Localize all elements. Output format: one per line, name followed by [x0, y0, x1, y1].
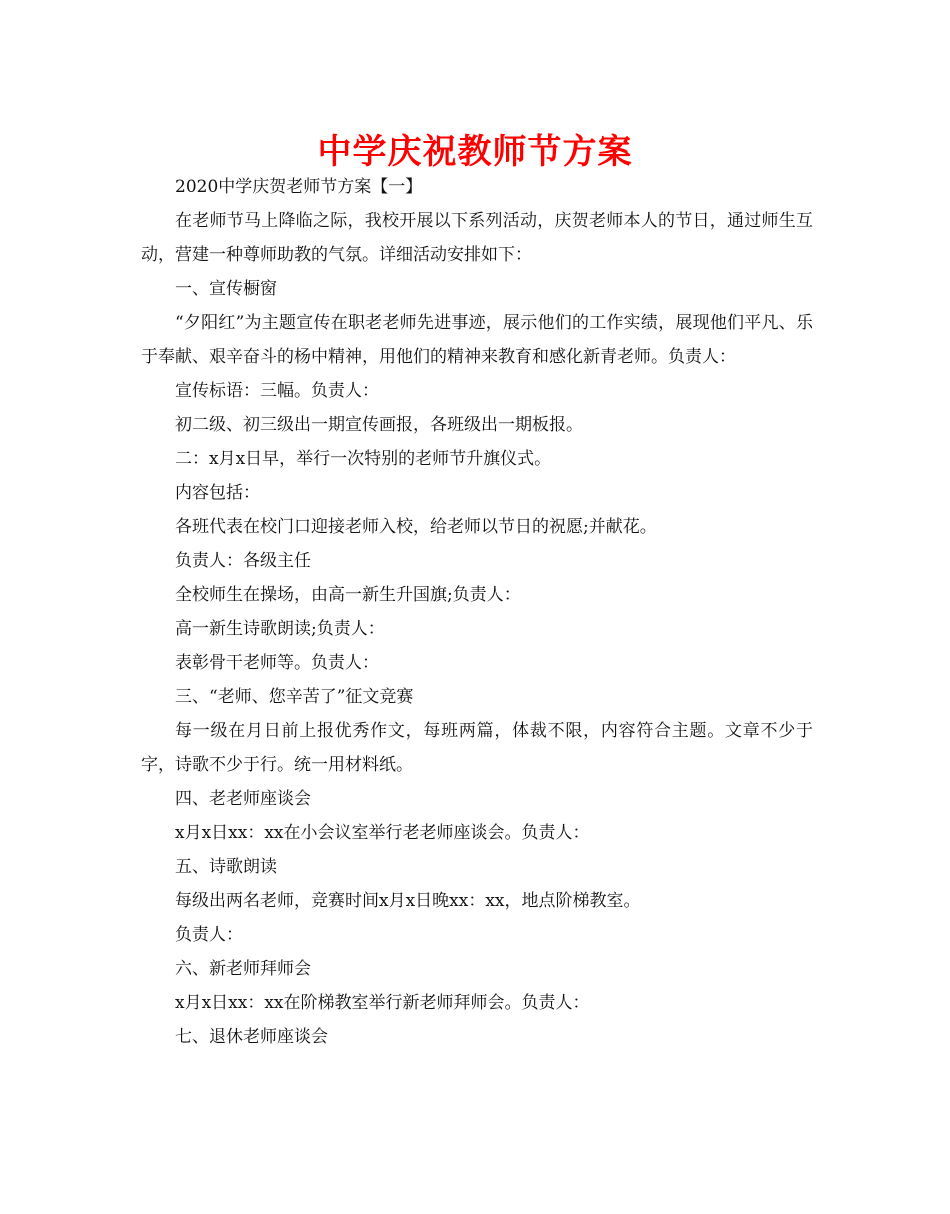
paragraph: 负责人：各级主任 [175, 551, 311, 571]
paragraph: 每一级在月日前上报优秀作文，每班两篇，体裁不限，内容符合主题。文章不少于字，诗歌不少于行。统一用材料纸。 [141, 721, 813, 775]
section-heading: 七、退休老师座谈会 [175, 1027, 328, 1047]
paragraph: 各班代表在校门口迎接老师入校，给老师以节日的祝愿;并献花。 [175, 517, 657, 537]
paragraph: 表彰骨干老师等。负责人： [175, 653, 379, 673]
paragraph: 初二级、初三级出一期宣传画报，各班级出一期板报。 [175, 415, 583, 435]
paragraph: “夕阳红”为主题宣传在职老老师先进事迹，展示他们的工作实绩，展现他们平凡、乐于奉献、艰辛奋斗的杨中精神，用他们的精神来教育和感化新青老师。负责人： [141, 313, 813, 367]
paragraph: 全校师生在操场，由高一新生升国旗;负责人： [175, 585, 521, 605]
section-heading: 六、新老师拜师会 [175, 959, 311, 979]
paragraph: x月x日xx：xx在阶梯教室举行新老师拜师会。负责人： [175, 993, 590, 1013]
paragraph: x月x日xx：xx在小会议室举行老老师座谈会。负责人： [175, 823, 590, 843]
paragraph: 宣传标语：三幅。负责人： [175, 381, 379, 401]
paragraph: 每级出两名老师，竞赛时间x月x日晚xx：xx，地点阶梯教室。 [175, 891, 641, 911]
document-title: 中学庆祝教师节方案 [317, 132, 633, 172]
paragraph: 2020中学庆贺老师节方案【一】 [175, 177, 423, 197]
section-heading: 一、宣传橱窗 [175, 279, 277, 299]
section-heading: 五、诗歌朗读 [175, 857, 277, 877]
document-body [141, 170, 813, 1054]
section-heading: 二：x月x日早，举行一次特别的老师节升旗仪式。 [175, 449, 552, 469]
section-heading: 三、“老师、您辛苦了”征文竞赛 [175, 687, 414, 707]
paragraph: 高一新生诗歌朗读;负责人： [175, 619, 385, 639]
paragraph: 在老师节马上降临之际，我校开展以下系列活动，庆贺老师本人的节日，通过师生互动，营建一种尊师助教的气氛。详细活动安排如下： [141, 211, 813, 265]
section-heading: 四、老老师座谈会 [175, 789, 311, 809]
paragraph: 内容包括： [175, 483, 260, 503]
paragraph: 负责人： [175, 925, 243, 945]
